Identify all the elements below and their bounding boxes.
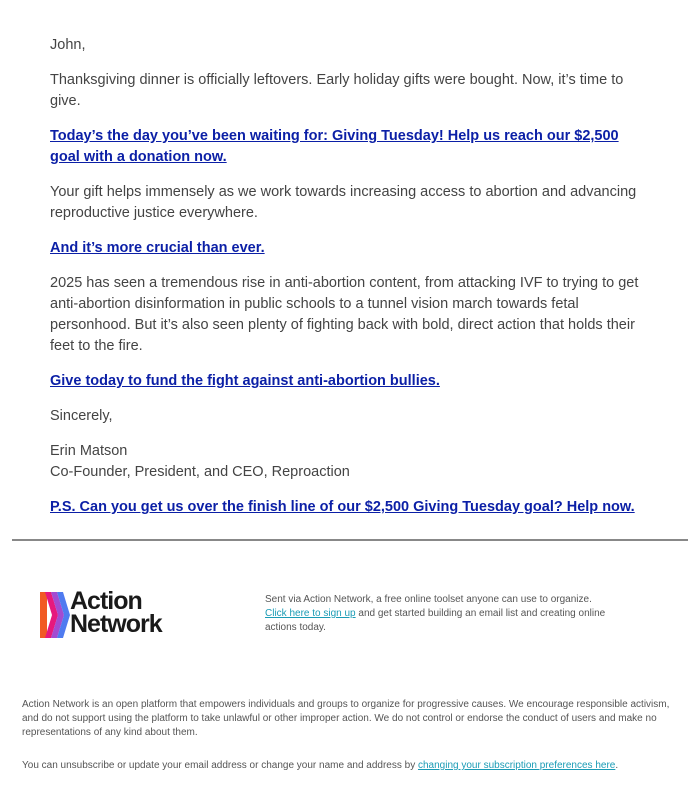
subscription-preferences-link[interactable]: changing your subscription preferences here: [418, 760, 616, 771]
closing: Sincerely,: [50, 408, 113, 424]
logo-wordmark: [70, 587, 162, 638]
donate-link-crucial[interactable]: And it’s more crucial than ever.: [50, 240, 265, 256]
greeting: John,: [50, 37, 86, 53]
action-network-logo[interactable]: [38, 587, 198, 640]
logo-chevrons-icon: [38, 590, 70, 640]
email-body: [50, 35, 650, 532]
signer-title: Co-Founder, President, and CEO, Reproaction: [50, 464, 350, 480]
donate-link-fight[interactable]: Give today to fund the fight against anti-abortion bullies.: [50, 373, 440, 389]
unsub-text: You can unsubscribe or update your email address or change your name and address by: [22, 760, 418, 771]
signature: [50, 441, 650, 483]
logo-line-1: Action: [70, 587, 142, 615]
sign-up-link[interactable]: Click here to sign up: [265, 608, 356, 619]
sent-via-text: [265, 593, 635, 635]
donate-link-giving-tuesday[interactable]: Today’s the day you’ve been waiting for: Giving Tuesday! Help us reach our $2,500 goal with a donation now.: [50, 128, 619, 165]
signer-name: Erin Matson: [50, 443, 128, 459]
intro-paragraph: Thanksgiving dinner is officially leftovers. Early holiday gifts were bought. Now, it’s time to give.: [50, 72, 624, 109]
logo-line-2: Network: [70, 610, 162, 638]
sent-text-2: and get started building an email list and creating online actions today.: [265, 608, 606, 633]
ps-donate-link[interactable]: P.S. Can you get us over the finish line of our $2,500 Giving Tuesday goal? Help now.: [50, 499, 635, 515]
disclaimer: Action Network is an open platform that empowers individuals and groups to organize for progressive causes. We encourage responsible activism, and do not support using the platform to take unlawful or other improper action. We do not control or endorse the conduct of users and make no representations of any kind about them.: [22, 699, 670, 738]
footer-divider: [12, 539, 688, 541]
gift-paragraph: Your gift helps immensely as we work towards increasing access to abortion and advancing reproductive justice everywhere.: [50, 184, 637, 221]
sent-text-1: Sent via Action Network, a free online toolset anyone can use to organize.: [265, 594, 592, 605]
context-paragraph: 2025 has seen a tremendous rise in anti-abortion content, from attacking IVF to trying to get anti-abortion disinformation in public schools to a tunnel vision march towards fetal personhood. But it’s also seen plenty of fighting back with bold, direct action that holds their feet to the fire.: [50, 275, 639, 354]
unsub-end: .: [615, 760, 619, 771]
unsubscribe-text: [22, 759, 692, 773]
